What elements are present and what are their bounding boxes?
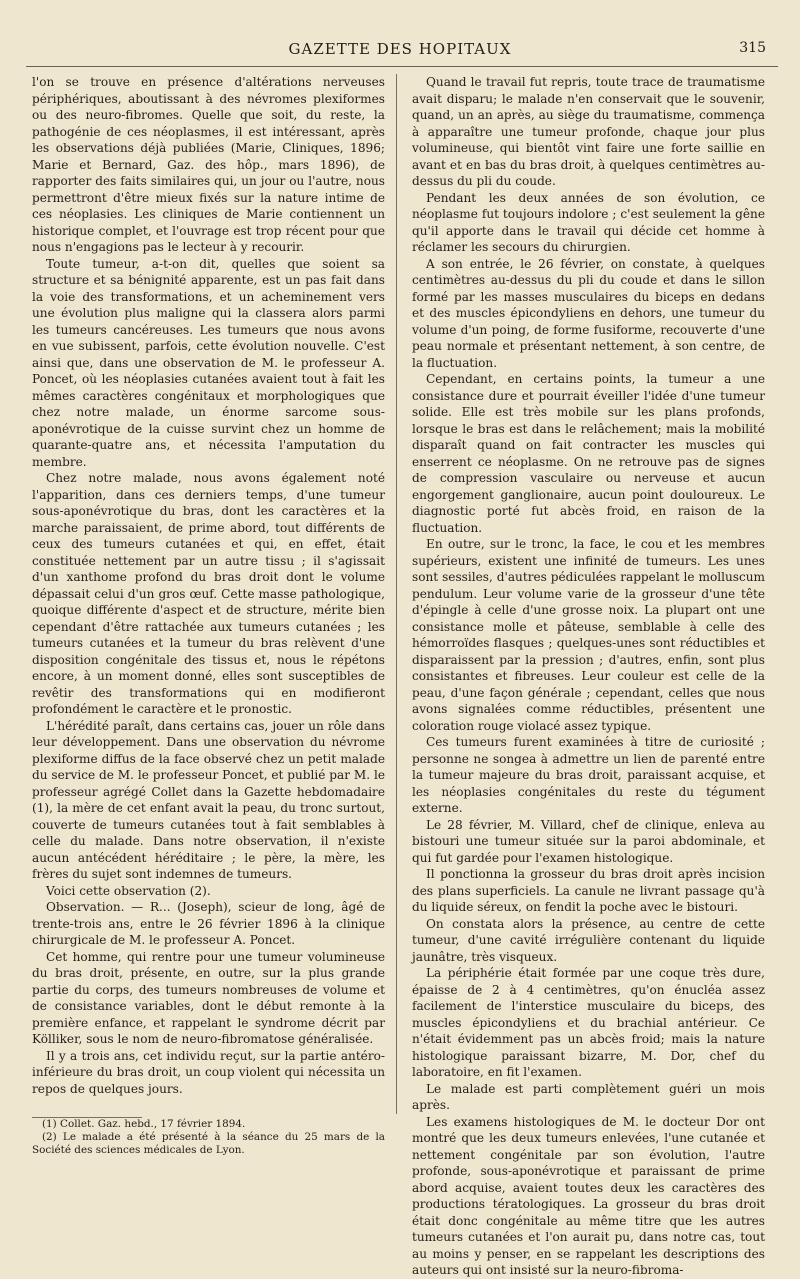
- page-header: [0, 38, 800, 62]
- paragraph: Cependant, en certains points, la tumeur a une consistance dure et pourrait éveiller l'idée d'une tumeur solide. Elle est très mobile sur les plans profonds, lorsque le bras est dans le relâchement; mais la mobilité disparaît quand on fait contracter les muscles qui enserrent ce néoplasme. On ne retrouve pas de signes de compression vasculaire ou nerveuse et aucun engorgement ganglionaire, aucun point douloureux. Le diagnostic porté fut abcès froid, en raison de la fluctuation.: [412, 372, 765, 535]
- header-rule: [26, 66, 778, 67]
- footnote: (1) Collet. Gaz. hebd., 17 février 1894.: [42, 1118, 246, 1130]
- paragraph: Pendant les deux années de son évolution, ce néoplasme fut toujours indolore ; c'est seulement la gêne qu'il apporte dans le travail qui décide cet homme à réclamer les secours du chirurgien.: [412, 190, 765, 254]
- paragraph: Quand le travail fut repris, toute trace de traumatisme avait disparu; le malade n'en conservait que le souvenir, quand, un an après, au siège du traumatisme, commença à apparaître une tumeur profonde, chaque jour plus volumineuse, qui bientôt vint faire une forte saillie en avant et en bas du bras droit, à quelques centimètres au-dessus du pli du coude.: [412, 75, 765, 188]
- paragraph: Toute tumeur, a-t-on dit, quelles que soient sa structure et sa bénignité apparente, est un pas fait dans la voie des transformations, et un acheminement vers une évolution plus maligne qui la classera alors parmi les tumeurs cancéreuses. Les tumeurs que nous avons en vue subissent, parfois, cette évolution nouvelle. C'est ainsi que, dans une observation de M. le professeur A. Poncet, où les néoplasies cutanées avaient tout à fait les mêmes caractères congénitaux et morphologiques que chez notre malade, un énorme sarcome sous-aponévrotique de la cuisse survint chez un homme de quarante-quatre ans, et nécessita l'amputation du membre.: [32, 256, 385, 469]
- right-column: [412, 74, 765, 1279]
- paragraph: En outre, sur le tronc, la face, le cou et les membres supérieurs, existent une infinité de tumeurs. Les unes sont sessiles, d'autres pédiculées rappelant le molluscum pendulum. Leur volume varie de la grosseur d'une tête d'épingle à celle d'une grosse noix. La plupart ont une consistance molle et pâteuse, semblable à celle des hémorroïdes flasques ; quelques-unes sont réductibles et disparaissent par la pression ; d'autres, enfin, sont plus consistantes et fibreuses. Leur couleur est celle de la peau, d'une façon générale ; cependant, celles que nous avons signalées comme réductibles, présentent une coloration rouge violacé assez typique.: [412, 537, 765, 733]
- observation-heading-paragraph: Observation. — R... (Joseph), scieur de long, âgé de trente-trois ans, entre le 26 février 1896 à la clinique chirurgicale de M. le professeur A. Poncet.: [32, 900, 385, 947]
- paragraph: Cet homme, qui rentre pour une tumeur volumineuse du bras droit, présente, en outre, sur la plus grande partie du corps, des tumeurs nombreuses de volume et de consistance variables, dont le début remonte à la première enfance, et rappelant le syndrome décrit par Kölliker, sous le nom de neuro-fibromatose généralisée.: [32, 949, 385, 1046]
- paragraph: Le malade est parti complètement guéri un mois après.: [412, 1081, 765, 1112]
- paragraph: Les examens histologiques de M. le docteur Dor ont montré que les deux tumeurs enlevées, l'une cutanée et nettement congénitale par son évolution, l'autre profonde, sous-aponévrotique et paraissant de prime abord acquise, avaient toutes deux les caractères des productions tératologiques. La grosseur du bras droit était donc congénitale au même titre que les autres tumeurs cutanées et l'on aurait pu, dans notre cas, tout au moins y penser, en se rappelant les descriptions des auteurs qui ont insisté sur la neuro-fibroma-: [412, 1114, 765, 1277]
- paragraph: Le 28 février, M. Villard, chef de clinique, enleva au bistouri une tumeur située sur la paroi abdominale, et qui fut gardée pour l'examen histologique.: [412, 817, 765, 865]
- paragraph: Il y a trois ans, cet individu reçut, sur la partie antéro-inférieure du bras droit, un coup violent qui nécessita un repos de quelques jours.: [32, 1048, 385, 1096]
- paragraph: L'hérédité paraît, dans certains cas, jouer un rôle dans leur développement. Dans une observation du névrome plexiforme diffus de la face observé chez un petit malade du service de M. le professeur Poncet, et publié par M. le professeur agrégé Collet dans la Gazette hebdomadaire (1), la mère de cet enfant avait la peau, du tronc surtout, couverte de tumeurs cutanées tout à fait semblables à celle du malade. Dans notre observation, il n'existe aucun antécédent héréditaire ; le père, la mère, les frères du sujet sont indemnes de tumeurs.: [32, 718, 385, 881]
- column-divider: [396, 74, 397, 1114]
- paragraph: Ces tumeurs furent examinées à titre de curiosité ; personne ne songea à admettre un lien de parenté entre la tumeur majeure du bras droit, paraissant acquise, et les néoplasies congénitales du reste du tégument externe.: [412, 735, 765, 815]
- paragraph: Chez notre malade, nous avons également noté l'apparition, dans ces derniers temps, d'une tumeur sous-aponévrotique du bras, dont les caractères et la marche paraissaient, de prime abord, tout différents de ceux des tumeurs cutanées et qui, en effet, était constituée nettement par un autre tissu ; il s'agissait d'un xanthome profond du bras droit dont le volume dépassait celui d'un gros œuf. Cette masse pathologique, quoique différente d'aspect et de structure, mérite bien cependant d'être rattachée aux tumeurs cutanées ; les tumeurs cutanées et la tumeur du bras relèvent d'une disposition congénitale des tissus et, nous le répétons encore, à un moment donné, elles sont susceptibles de revêtir des transformations qui en modifieront profondément le caractère et le pronostic.: [32, 471, 385, 716]
- paragraph: Voici cette observation (2).: [46, 883, 211, 898]
- footnote: (2) Le malade a été présenté à la séance du 25 mars de la Société des sciences médicales de Lyon.: [32, 1131, 385, 1156]
- paragraph: Il ponctionna la grosseur du bras droit après incision des plans superficiels. La canule ne livrant passage qu'à du liquide séreux, on fendit la poche avec le bistouri.: [412, 867, 765, 914]
- journal-title: GAZETTE DES HOPITAUX: [288, 40, 512, 58]
- left-column: [32, 74, 385, 1157]
- paragraph: A son entrée, le 26 février, on constate, à quelques centimètres au-dessus du pli du coude et dans le sillon formé par les masses musculaires du biceps en dedans et des muscles épicondyliens en dehors, une tumeur du volume d'un poing, de forme fusiforme, recouverte d'une peau normale et présentant nettement, à son centre, de la fluctuation.: [412, 256, 765, 370]
- paragraph: l'on se trouve en présence d'altérations nerveuses périphériques, aboutissant à des névromes plexiformes ou des neuro-fibromes. Quelle que soit, du reste, la pathogénie de ces néoplasmes, il est intéressant, après les observations déjà publiées (Marie, Cliniques, 1896; Marie et Bernard, Gaz. des hôp., mars 1896), de rapporter des faits similaires qui, un jour ou l'autre, nous permettront d'être mieux fixés sur la nature intime de ces néoplasies. Les cliniques de Marie contiennent un historique complet, et l'ouvrage est trop récent pour que nous n'engagions pas le lecteur à y recourir.: [32, 75, 385, 254]
- paragraph: On constata alors la présence, au centre de cette tumeur, d'une cavité irrégulière contenant du liquide jaunâtre, très visqueux.: [412, 916, 765, 964]
- paragraph: La périphérie était formée par une coque très dure, épaisse de 2 à 4 centimètres, qu'on énucléa assez facilement de l'interstice musculaire du biceps, des muscles épicondyliens et du brachial antérieur. Ce n'était évidemment pas un abcès froid; mais la nature histologique paraissant bizarre, M. Dor, chef du laboratoire, en fit l'examen.: [412, 966, 765, 1079]
- page-number: 315: [739, 40, 766, 56]
